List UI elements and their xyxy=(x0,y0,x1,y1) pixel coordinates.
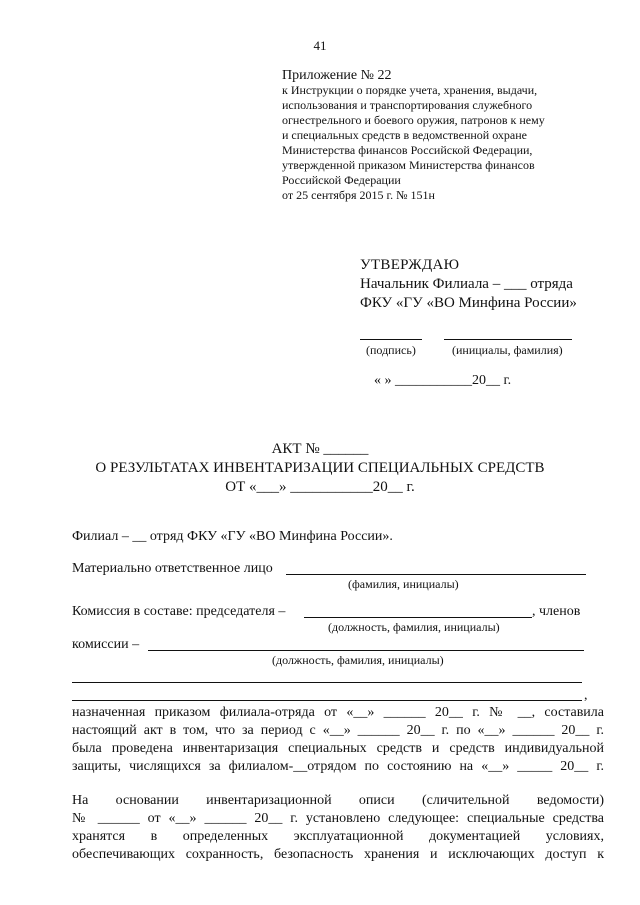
appendix-line: Министерства финансов Российской Федерации, xyxy=(282,143,533,157)
paragraph-line: хранятся в определенных эксплуатационной документацией условиях, xyxy=(72,829,604,844)
appendix-line: к Инструкции о порядке учета, хранения, выдачи, xyxy=(282,83,538,97)
appendix-block xyxy=(282,68,545,203)
approval-heading: УТВЕРЖДАЮ xyxy=(360,257,460,273)
name-line xyxy=(444,339,572,340)
approval-date: « » ___________20__ г. xyxy=(374,373,512,388)
approval-position: Начальник Филиала – ___ отряда xyxy=(360,276,573,292)
act-title: О РЕЗУЛЬТАТАХ ИНВЕНТАРИЗАЦИИ СПЕЦИАЛЬНЫХ СРЕДСТВ xyxy=(95,460,545,476)
paragraph-line: защиты, числящихся за филиалом-__отрядом по состоянию на «__» _____ 20__ г. xyxy=(72,759,604,774)
paragraph-line: На основании инвентаризационной описи (сличительной ведомости) xyxy=(72,793,604,808)
paragraph-line: была проведена инвентаризация специальных средств и средств индивидуальной xyxy=(72,741,604,756)
appendix-title: Приложение № 22 xyxy=(282,68,392,83)
appendix-line: от 25 сентября 2015 г. № 151н xyxy=(282,188,435,202)
appendix-line: Российской Федерации xyxy=(282,173,401,187)
appendix-line: использования и транспортирования служебного xyxy=(282,98,533,112)
members-line-3 xyxy=(72,700,582,701)
approval-block xyxy=(360,256,577,313)
chair-line xyxy=(304,617,532,618)
appendix-line: и специальных средств в ведомственной охране xyxy=(282,128,527,142)
commission-label: Комиссия в составе: председателя – xyxy=(72,604,286,619)
name-caption: (инициалы, фамилия) xyxy=(452,343,563,357)
chair-caption: (должность, фамилия, инициалы) xyxy=(328,620,500,634)
page-number: 41 xyxy=(313,38,327,53)
appendix-line: утвержденной приказом Министерства финансов xyxy=(282,158,535,172)
responsible-caption: (фамилия, инициалы) xyxy=(348,577,459,591)
signature-caption: (подпись) xyxy=(366,343,416,357)
signature-line xyxy=(360,339,422,340)
branch-line: Филиал – __ отряд ФКУ «ГУ «ВО Минфина России». xyxy=(72,529,393,544)
paragraph-line: обеспечивающих сохранность, безопасность хранения и исключающих доступ к xyxy=(72,847,604,862)
paragraph-line: настоящий акт в том, что за период с «__» ______ 20__ г. по «__» ______ 20__ г. xyxy=(72,723,604,738)
members-comma: , xyxy=(584,688,588,703)
members-label: , членов xyxy=(532,604,581,619)
paragraph-line: № ______ от «__» ______ 20__ г. установлено следующее: специальные средства xyxy=(72,811,604,826)
act-date: ОТ «___» ___________20__ г. xyxy=(225,479,415,495)
paragraph-line: назначенная приказом филиала-отряда от «__» ______ 20__ г. № __, составила xyxy=(72,705,604,720)
responsible-label: Материально ответственное лицо xyxy=(72,561,273,576)
members-line-2 xyxy=(72,682,582,683)
act-number: АКТ № ______ xyxy=(271,441,369,457)
responsible-line xyxy=(286,574,586,575)
members-line xyxy=(148,650,584,651)
appendix-line: огнестрельного и боевого оружия, патронов к нему xyxy=(282,113,545,127)
members-caption: (должность, фамилия, инициалы) xyxy=(272,653,444,667)
approval-organization: ФКУ «ГУ «ВО Минфина России» xyxy=(360,295,577,311)
commission2-label: комиссии – xyxy=(72,637,140,652)
